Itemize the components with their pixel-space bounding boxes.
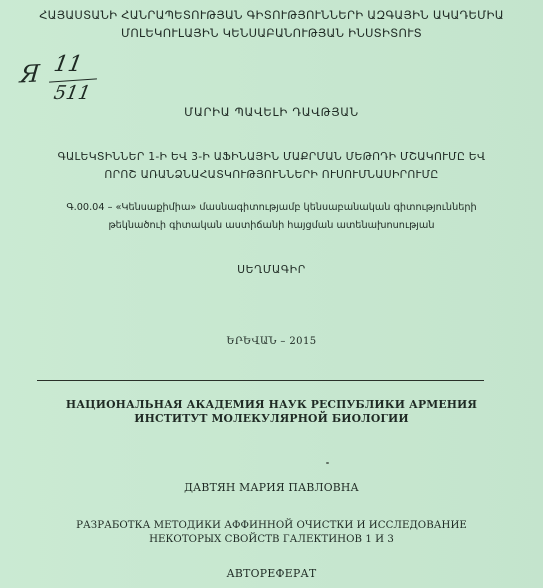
- armenian-title-line-2: ՈՐՈՇ ԱՌԱՆՁՆԱՀԱՏԿՈՒԹՅՈՒՆՆԵՐԻ ՈՒՍՈՒՄՆԱՍԻՐՈՒՄԸ: [104, 168, 439, 181]
- russian-title: [0, 519, 543, 547]
- russian-author: ДАВТЯН МАРИЯ ПАВЛОВНА: [184, 481, 359, 494]
- armenian-organization-line-1: ՀԱՅԱՍՏԱՆԻ ՀԱՆՐԱՊԵՏՈՒԹՅԱՆ ԳԻՏՈՒԹՅՈՒՆՆԵՐԻ ԱԶԳԱՅԻՆ ԱԿԱԴԵՄԻԱ: [39, 8, 504, 22]
- armenian-organization: [0, 6, 543, 42]
- armenian-author: ՄԱՐԻԱ ՊԱՎԵԼԻ ԴԱՎԹՅԱՆ: [184, 105, 359, 119]
- handwritten-top-number: 11: [51, 52, 85, 77]
- russian-document-type: АВТОРЕФЕРАТ: [226, 567, 317, 580]
- section-separator: [37, 380, 484, 381]
- russian-organization: [0, 398, 543, 426]
- armenian-title: [0, 148, 543, 184]
- armenian-specialty: [0, 199, 543, 235]
- handwritten-letter: Я: [18, 59, 41, 89]
- russian-organization-line-1: НАЦИОНАЛЬНАЯ АКАДЕМИЯ НАУК РЕСПУБЛИКИ АРМЕНИЯ: [65, 398, 478, 411]
- armenian-organization-line-2: ՄՈԼԵԿՈՒԼԱՅԻՆ ԿԵՆՍԱԲԱՆՈՒԹՅԱՆ ԻՆՍՏԻՏՈՒՏ: [120, 26, 422, 40]
- armenian-document-type: ՍԵՂՄԱԳԻՐ: [237, 263, 306, 276]
- armenian-title-line-1: ԳԱԼԵԿՏԻՆՆԵՐ 1-Ի ԵՎ 3-Ի ԱՖԻՆԱՅԻՆ ՄԱՔՐՄԱՆ ՄԵԹՈԴԻ ՄՇԱԿՈՒՄԸ ԵՎ: [57, 150, 486, 163]
- armenian-specialty-line-1: Գ.00.04 – «Կենսաքիմիա» մասնագիտությամբ կենսաբանական գիտությունների: [66, 202, 477, 213]
- russian-organization-line-2: ИНСТИТУТ МОЛЕКУЛЯРНОЙ БИОЛОГИИ: [134, 412, 409, 425]
- armenian-city-year: ԵՐԵՎԱՆ – 2015: [226, 336, 317, 347]
- handwritten-mark: [14, 52, 96, 106]
- handwritten-bottom-number: 511: [52, 82, 93, 104]
- russian-title-line-2: НЕКОТОРЫХ СВОЙСТВ ГАЛЕКТИНОВ 1 И 3: [149, 534, 394, 545]
- armenian-specialty-line-2: թեկնածուի գիտական աստիճանի հայցման ատենախոսության: [108, 220, 435, 231]
- russian-title-line-1: РАЗРАБОТКА МЕТОДИКИ АФФИННОЙ ОЧИСТКИ И ИССЛЕДОВАНИЕ: [76, 520, 467, 531]
- small-ink-dot: [326, 462, 329, 464]
